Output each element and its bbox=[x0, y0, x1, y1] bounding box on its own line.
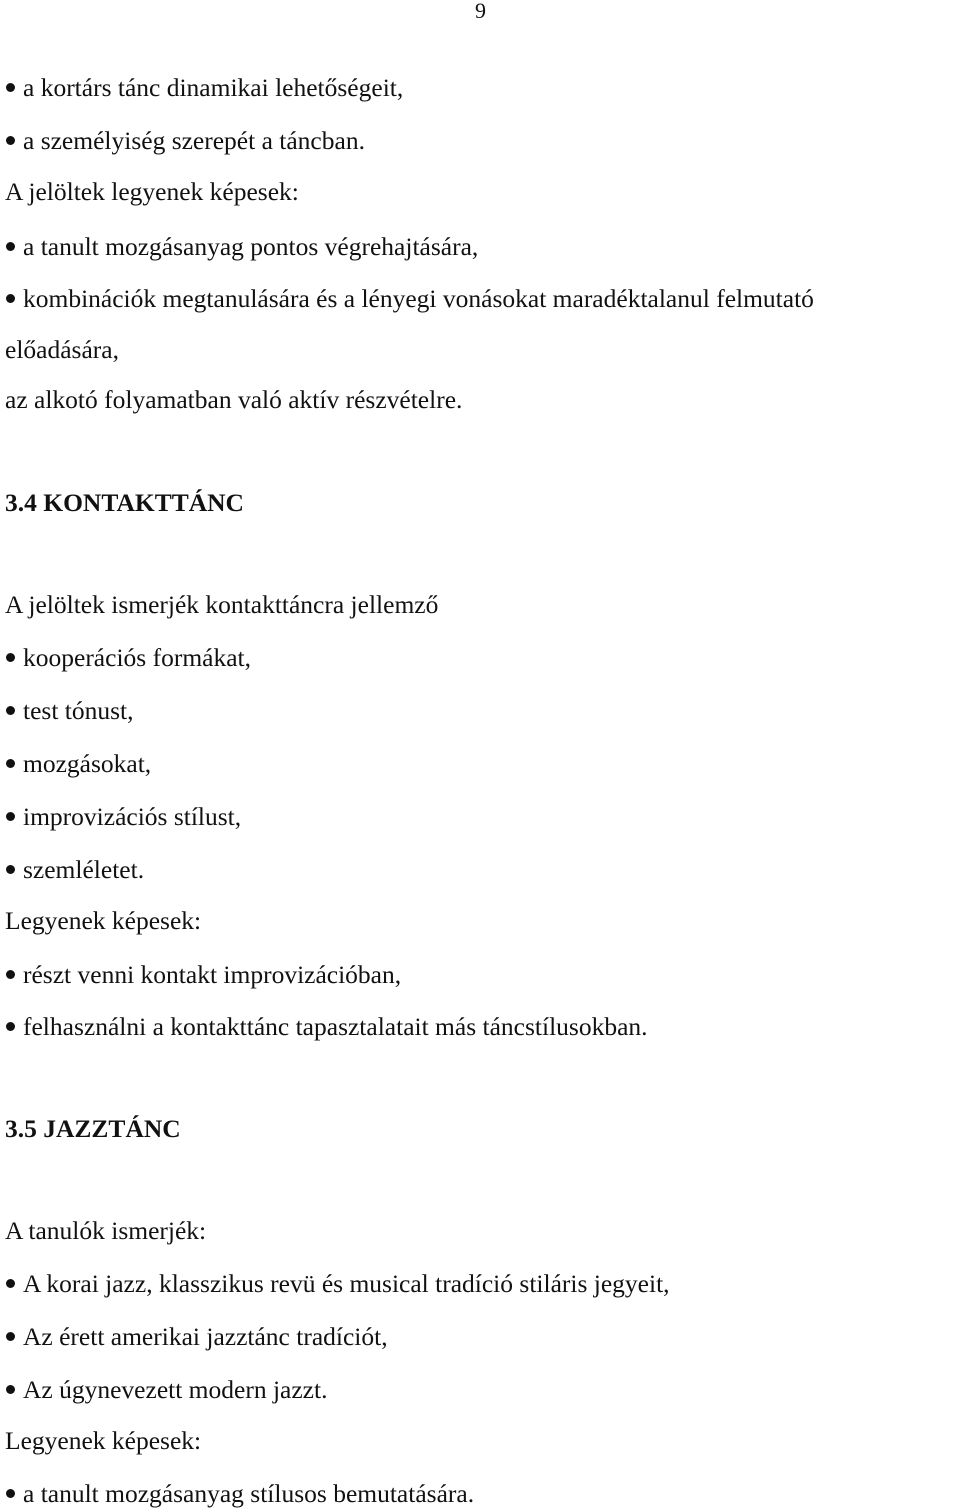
list-item-text: a tanult mozgásanyag stílusos bemutatására. bbox=[23, 1479, 475, 1508]
list-item-text: test tónust, bbox=[23, 696, 134, 725]
bullet-icon bbox=[6, 1022, 15, 1031]
bullet-icon bbox=[6, 706, 15, 715]
abilities-intro: Legyenek képesek: bbox=[5, 906, 202, 935]
page-number: 9 bbox=[475, 0, 486, 23]
bullet-icon bbox=[6, 653, 15, 662]
bullet-icon bbox=[6, 865, 15, 874]
list-item-text: a személyiség szerepét a táncban. bbox=[23, 126, 365, 155]
list-item-text: a tanult mozgásanyag pontos végrehajtására, bbox=[23, 232, 479, 261]
bullet-icon bbox=[6, 1332, 15, 1341]
list-item-text: kooperációs formákat, bbox=[23, 643, 251, 672]
bullet-icon bbox=[6, 136, 15, 145]
section-heading-3-5: 3.5 JAZZTÁNC bbox=[5, 1114, 181, 1143]
list-item-text: kombinációk megtanulására és a lényegi vonásokat maradéktalanul felmutató bbox=[23, 284, 814, 313]
bullet-icon bbox=[6, 812, 15, 821]
continuation-line: előadására, bbox=[5, 335, 119, 364]
list-item-text: a kortárs tánc dinamikai lehetőségeit, bbox=[23, 73, 404, 102]
continuation-line: az alkotó folyamatban való aktív részvételre. bbox=[5, 385, 463, 414]
list-item-text: improvizációs stílust, bbox=[23, 802, 242, 831]
bullet-icon bbox=[6, 1385, 15, 1394]
bullet-icon bbox=[6, 1279, 15, 1288]
bullet-icon bbox=[6, 1489, 15, 1498]
list-item-text: szemléletet. bbox=[23, 855, 145, 884]
list-item-text: Az érett amerikai jazztánc tradíciót, bbox=[23, 1322, 388, 1351]
list-item-text: A korai jazz, klasszikus revü és musical tradíció stiláris jegyeit, bbox=[23, 1269, 670, 1298]
section-intro: A jelöltek ismerjék kontakttáncra jellemző bbox=[5, 590, 439, 619]
section-intro: A tanulók ismerjék: bbox=[5, 1216, 207, 1245]
bullet-icon bbox=[6, 83, 15, 92]
bullet-icon bbox=[6, 294, 15, 303]
abilities-intro: A jelöltek legyenek képesek: bbox=[5, 177, 299, 206]
list-item-text: Az úgynevezett modern jazzt. bbox=[23, 1375, 328, 1404]
bullet-icon bbox=[6, 242, 15, 251]
abilities-intro: Legyenek képesek: bbox=[5, 1426, 202, 1455]
list-item-text: részt venni kontakt improvizációban, bbox=[23, 960, 402, 989]
list-item-text: mozgásokat, bbox=[23, 749, 152, 778]
bullet-icon bbox=[6, 759, 15, 768]
bullet-icon bbox=[6, 970, 15, 979]
list-item-text: felhasználni a kontakttánc tapasztalatait más táncstílusokban. bbox=[23, 1012, 648, 1041]
section-heading-3-4: 3.4 KONTAKTTÁNC bbox=[5, 488, 244, 517]
